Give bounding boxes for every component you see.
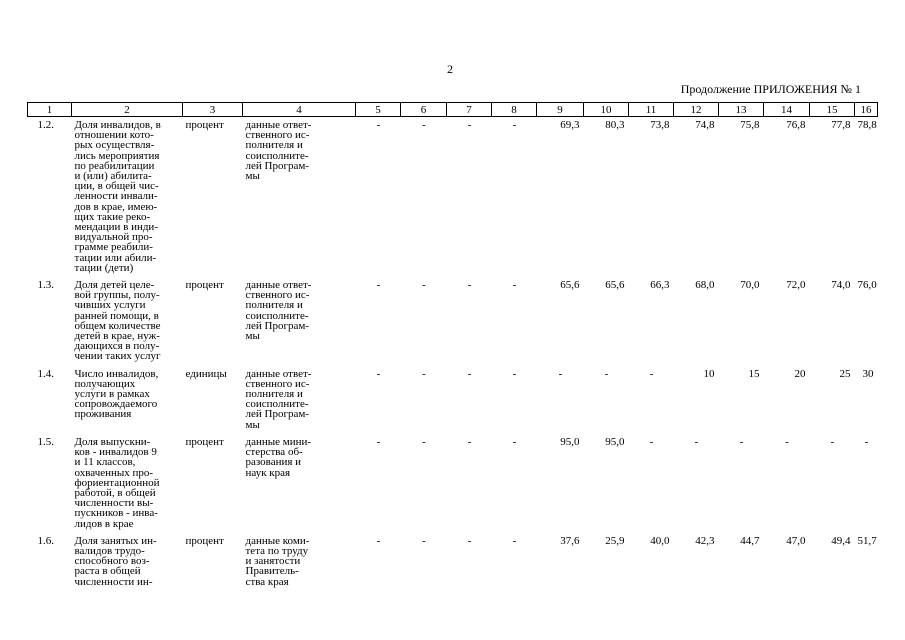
unit-cell: единицы [185,367,227,380]
table-row [28,117,878,278]
value-cell: 72,0 [786,279,806,292]
value-cell: 95,0 [560,435,580,448]
value-cell: 76,8 [786,119,806,131]
unit-cell: процент [185,279,224,292]
code-cell: 1.6. [37,534,54,547]
column-header: 6 [401,103,447,117]
indicator-cell: Доля инвалидов, в отношении кото- рых осуществля- лись мероприятия по реабилитации и (или) абилита- ции, в общей чис- ленности инвали- дов в крае, имею- щих такие реко- мендации в инди- видуальной про- грамме реабили- тации или абили- тации (дети) [74,119,161,274]
value-cell: 66,3 [650,279,670,292]
value-cell: 76,0 [857,279,877,292]
code-cell: 1.3. [37,279,54,292]
source-cell: данные мини- стерства об- разования и наук края [245,435,312,479]
value-cell: - [604,367,609,380]
value-cell: - [830,435,835,448]
code-cell: 1.4. [37,367,54,380]
table-body [28,117,878,591]
value-cell: 73,8 [650,119,670,131]
value-cell: - [785,435,789,448]
source-cell: данные ответ- ственного ис- полнителя и соисполните- лей Програм- мы [245,367,312,431]
source-cell: данные ответ- ственного ис- полнителя и соисполните- лей Програм- мы [245,279,312,343]
value-cell: 49,4 [831,534,851,547]
value-cell: 10 [703,367,715,380]
value-cell: 75,8 [740,119,760,131]
column-header: 13 [719,103,764,117]
value-cell: 80,3 [605,119,625,131]
value-cell: 37,6 [560,534,580,547]
value-cell: 69,3 [560,119,580,131]
value-cell: 40,0 [650,534,670,547]
value-cell: - [376,435,381,448]
value-cell: - [649,367,654,380]
value-cell: - [467,367,472,380]
value-cell: - [422,435,426,448]
column-header: 15 [810,103,855,117]
value-cell: - [422,367,426,380]
unit-cell: процент [185,435,224,448]
value-cell: - [512,435,517,448]
source-cell: данные ответ- ственного ис- полнителя и соисполните- лей Програм- мы [245,119,312,183]
header-row [28,103,878,117]
value-cell: - [739,435,744,448]
continuation-caption: Продолжение ПРИЛОЖЕНИЯ № 1 [680,82,861,96]
value-cell: 25 [839,367,851,380]
value-cell: 68,0 [695,279,715,292]
value-cell: 25,9 [605,534,625,547]
value-cell: - [694,435,699,448]
source-cell: данные коми- тета по труду и занятости Правитель- ства края [245,534,310,588]
indicator-cell: Число инвалидов, получающих услуги в рамках сопровождаемого проживания [74,367,159,421]
value-cell: 95,0 [605,435,625,448]
indicator-cell: Доля занятых ин- валидов трудо- способного воз- раста в общей численности ин- [74,534,157,588]
column-header: 10 [584,103,629,117]
value-cell: - [376,534,381,547]
value-cell: - [376,119,381,131]
value-cell: - [422,279,426,292]
value-cell: - [422,534,426,547]
value-cell: - [558,367,563,380]
unit-cell: процент [185,534,224,547]
value-cell: 44,7 [740,534,760,547]
indicators-table [27,102,878,591]
column-header: 11 [629,103,674,117]
value-cell: 47,0 [786,534,806,547]
value-cell: - [649,435,654,448]
table-row [28,434,878,533]
value-cell: 51,7 [857,534,877,547]
code-cell: 1.2. [37,119,54,131]
code-cell: 1.5. [37,435,54,448]
value-cell: 65,6 [605,279,625,292]
indicator-cell: Доля детей целе- вой группы, полу- чивших услуги ранней помощи, в общем количестве детей в крае, нуж- дающихся в полу- чении таких услуг [74,279,161,363]
value-cell: 78,8 [857,119,877,131]
value-cell: 15 [748,367,760,380]
value-cell: - [512,534,517,547]
column-header: 5 [356,103,401,117]
value-cell: - [376,279,381,292]
value-cell: 70,0 [740,279,760,292]
value-cell: - [512,119,517,131]
value-cell: - [422,119,426,131]
column-header: 14 [764,103,810,117]
value-cell: 30 [862,367,874,380]
column-header: 7 [447,103,492,117]
page-number: 2 [447,62,453,76]
column-header: 9 [537,103,584,117]
column-header: 1 [28,103,72,117]
value-cell: - [864,435,869,448]
table-row [28,366,878,434]
table-row [28,533,878,591]
value-cell: 77,8 [831,119,851,131]
table-row [28,277,878,366]
column-header: 4 [243,103,356,117]
value-cell: 74,8 [695,119,715,131]
value-cell: - [467,279,472,292]
column-header: 8 [492,103,537,117]
value-cell: 74,0 [831,279,851,292]
value-cell: - [512,367,517,380]
column-header: 3 [183,103,243,117]
value-cell: 20 [794,367,806,380]
column-header: 16 [855,103,878,117]
value-cell: - [512,279,517,292]
value-cell: - [467,534,472,547]
value-cell: 65,6 [560,279,580,292]
value-cell: 42,3 [695,534,715,547]
unit-cell: процент [185,119,224,131]
value-cell: - [467,119,472,131]
value-cell: - [467,435,472,448]
value-cell: - [376,367,381,380]
column-header: 2 [72,103,183,117]
column-header: 12 [674,103,719,117]
indicator-cell: Доля выпускни- ков - инвалидов 9 и 11 классов, охваченных про- фориентационной работой, в общей численности вы- пускников - инва- лидов в крае [74,435,160,530]
